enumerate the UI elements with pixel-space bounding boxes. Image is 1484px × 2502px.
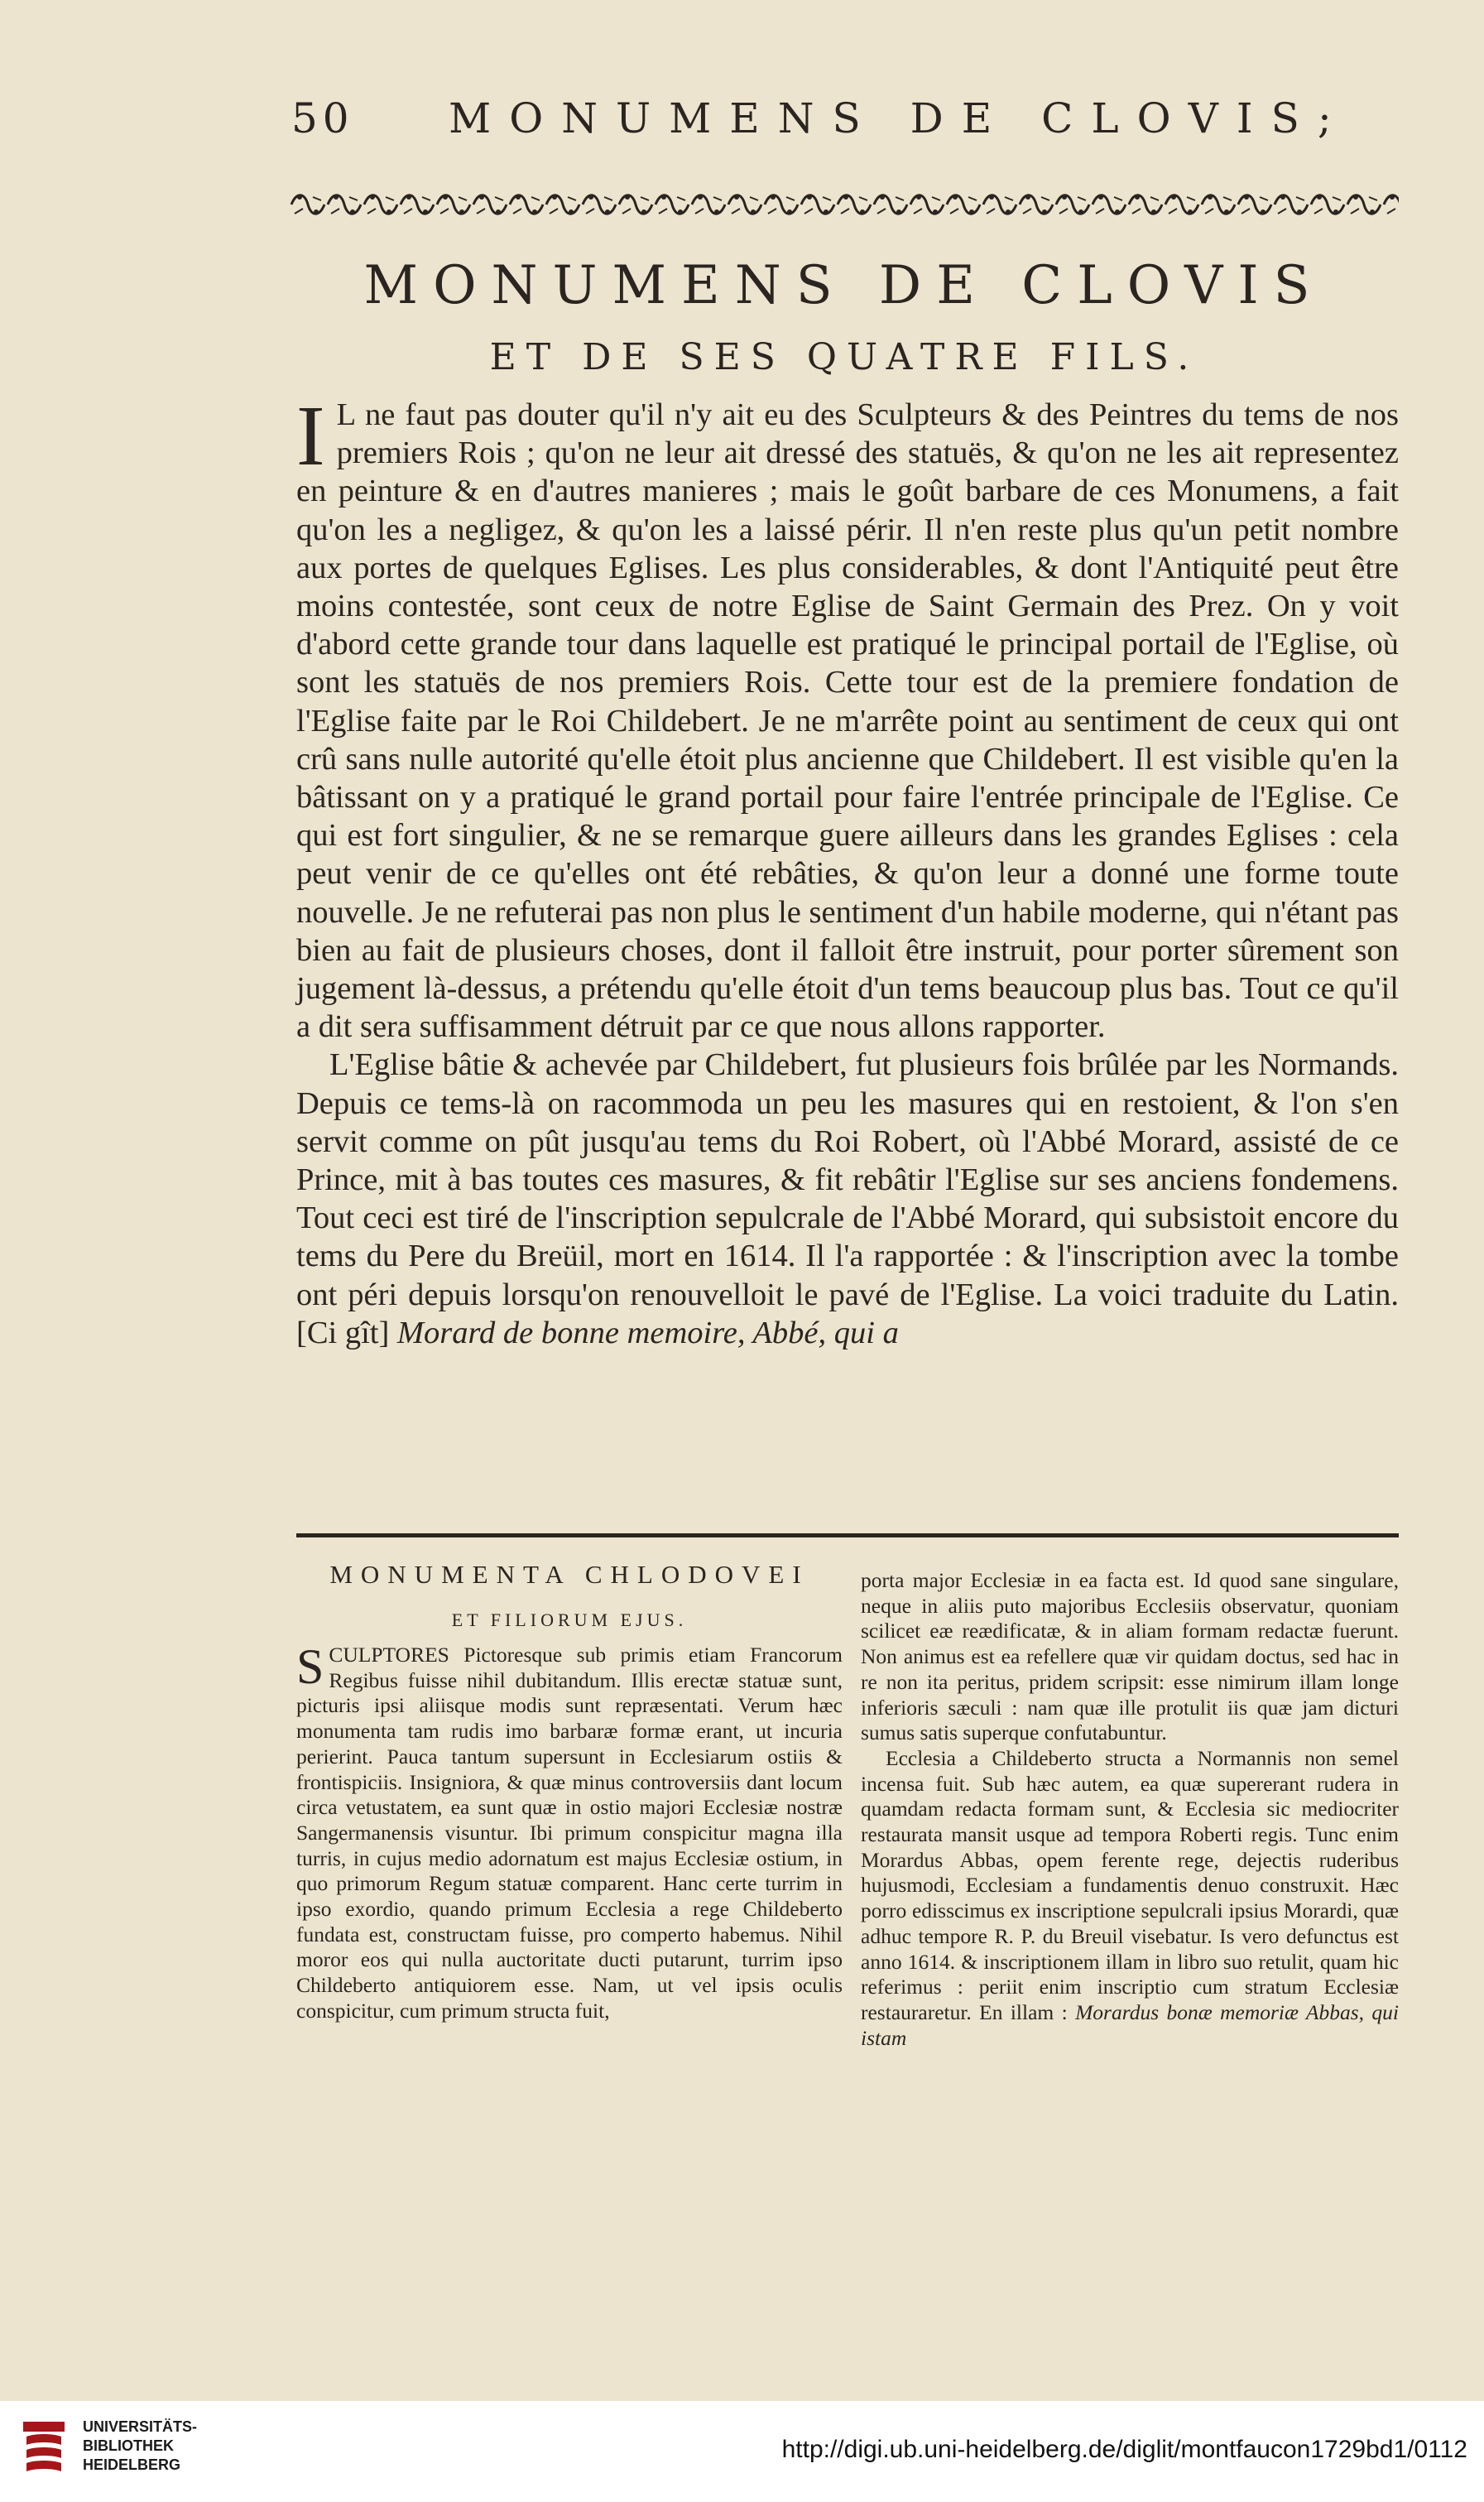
- section-divider: [296, 1533, 1399, 1537]
- running-title: MONUMENS DE CLOVIS;: [449, 94, 1350, 142]
- latin-paragraph-3-text: Ecclesia a Childeberto structa a Normannis non semel incensa fuit. Sub hæc autem, ea quæ supererant rudera in quamdam redacta formam sunt, & Ecclesia sic mediocriter restaurata mansit usque ad tempora Roberti regis. Tunc enim Morardus Abbas, opem ferente rege, dejectis ruderibus hujusmodi, Ecclesiam a fundamentis denuo construxit. Hæc porro edisscimus ex inscriptione sepulcrali ipsius Morardi, quæ adhuc tempore R. P. du Breuil visebatur. Is vero defunctus est anno 1614. & inscriptionem illam in libro suo retulit, quam hic referimus : periit enim inscriptio cum stratum Ecclesiæ restauraretur. En illam :: [861, 1745, 1399, 2024]
- library-name: [83, 2418, 248, 2475]
- main-title: MONUMENS DE CLOVIS: [363, 255, 1325, 316]
- sub-title: ET DE SES QUATRE FILS.: [489, 336, 1199, 378]
- latin-drop-cap: S: [296, 1639, 324, 1694]
- decorative-border-icon: [290, 189, 1399, 220]
- latin-subheading: ET FILIORUM EJUS.: [451, 1609, 688, 1630]
- latin-heading: MONUMENTA CHLODOVEI: [329, 1560, 809, 1589]
- latin-column-left: [296, 1557, 843, 2024]
- french-text: [296, 388, 1399, 1352]
- latin-paragraph-2: porta major Ecclesiæ in ea facta est. Id quod sane singulare, neque in aliis puto majoribus Ecclesiis observatur, quoniam scilicet eæ reædificatæ, & in aliam formam redactæ fuerunt. Non animus est ea refellere quæ vir quidam doctus, sed hac in re non ita peritus, pridem scripsit: esse nimirum illam longe inferioris sæculi : nam quæ ille protulit iis quæ jam dicturi sumus satis superque confutabuntur.: [861, 1568, 1399, 1745]
- latin-paragraph-1-text: CULPTORES Pictoresque sub primis etiam Francorum Regibus fuisse nihil dubitandum. Illis erectæ statuæ sunt, picturis ipsi aliisque modis sunt repræsentati. Verum hæc monumenta tam rudis imo barbaræ formæ erant, ut incuria perierint. Pauca tantum supersunt in Ecclesiarum ostiis & frontispiciis. Insigniora, & quæ minus controversiis dant locum circa vetustatem, ea sunt quæ in ostio majori Ecclesiæ nostræ Sangermanensis visuntur. Ibi primum conspicitur magna illa turris, in cujus medio adornatum est majus Ecclesiæ ostium, in quo primorum Regum statuæ comparent. Hanc certe turrim in ipso exordio, quando primum Ecclesia a rege Childeberto fundata est, constructam fuisse, pro comperto habemus. Nihil moror eos qui nulla auctoritate ducti putarunt, turrim ipso Childeberto antiquiorem esse. Nam, ut vel ipsis oculis conspicitur, cum primum structa fuit,: [296, 1643, 843, 2023]
- page-number: 50: [291, 94, 354, 142]
- library-name-line-3: HEIDELBERG: [83, 2456, 181, 2473]
- running-head: [291, 89, 1434, 147]
- latin-paragraph-1: [296, 1639, 843, 2024]
- latin-column-right: [861, 1568, 1399, 2051]
- latin-italic-text: Morardus bonæ memoriæ Abbas, qui istam: [861, 1999, 1399, 2050]
- source-url[interactable]: http://digi.ub.uni-heidelberg.de/diglit/montfaucon1729bd1/0112: [781, 2436, 1467, 2463]
- french-paragraph-2: [296, 1046, 1399, 1352]
- university-library-logo-icon: [18, 2413, 70, 2480]
- library-name-line-2: BIBLIOTHEK: [83, 2437, 174, 2454]
- library-name-line-1: UNIVERSITÄTS-: [83, 2418, 198, 2435]
- drop-cap: I: [296, 388, 325, 484]
- french-paragraph-2-text: L'Eglise bâtie & achevée par Childebert, fut plusieurs fois brûlée par les Normands. Depuis ce tems-là on racommoda un peu les masures qui en restoient, & l'on s'en servit comme on pût jusqu'au tems du Roi Robert, où l'Abbé Morard, assisté de ce Prince, mit à bas toutes ces masures, & fit rebâtir l'Eglise sur ses anciens fondemens. Tout ceci est tiré de l'inscription sepulcrale de l'Abbé Morard, qui subsistoit encore du tems du Pere du Breüil, mort en 1614. Il l'a rapportée : & l'inscription avec la tombe ont péri depuis lorsqu'on renouvelloit le pavé de l'Eglise. La voici traduite du Latin. [Ci gît]: [296, 1047, 1399, 1350]
- latin-paragraph-3: [861, 1746, 1399, 2051]
- french-paragraph-1-text: L ne faut pas douter qu'il n'y ait eu des Sculpteurs & des Peintres du tems de nos premiers Rois ; qu'on ne leur ait dressé des statuës, & qu'on ne les ait representez en peinture & en d'autres manieres ; mais le goût barbare de ces Monumens, a fait qu'on les a negligez, & qu'on les a laissé périr. Il n'en reste plus qu'un petit nombre aux portes de quelques Eglises. Les plus considerables, & dont l'Antiquité peut être moins contestée, sont ceux de notre Eglise de Saint Germain des Prez. On y voit d'abord cette grande tour dans laquelle est pratiqué le principal portail de l'Eglise, où sont les statuës de nos premiers Rois. Cette tour est de la premiere fondation de l'Eglise faite par le Roi Childebert. Je ne m'arrête point au sentiment de ceux qui ont crû sans nulle autorité qu'elle étoit plus ancienne que Childebert. Il est visible qu'en la bâtissant on y a pratiqué le grand portail pour faire l'entrée principale de l'Eglise. Ce qui est fort singulier, & ne se remarque guere ailleurs dans les grandes Eglises : cela peut venir de ce qu'elles ont été rebâties, & qu'on leur a donné une forme toute nouvelle. Je ne refuterai pas non plus le sentiment d'un habile moderne, qui n'étant pas bien au fait de plusieurs choses, dont il falloit être instruit, pour porter sûrement son jugement là-dessus, a prétendu qu'elle étoit d'un tems beaucoup plus bas. Tout ce qu'il a dit sera suffisamment détruit par ce que nous allons rapporter.: [296, 397, 1399, 1045]
- french-paragraph-1: [296, 388, 1399, 1046]
- french-italic-text: Morard de bonne memoire, Abbé, qui a: [396, 1315, 899, 1350]
